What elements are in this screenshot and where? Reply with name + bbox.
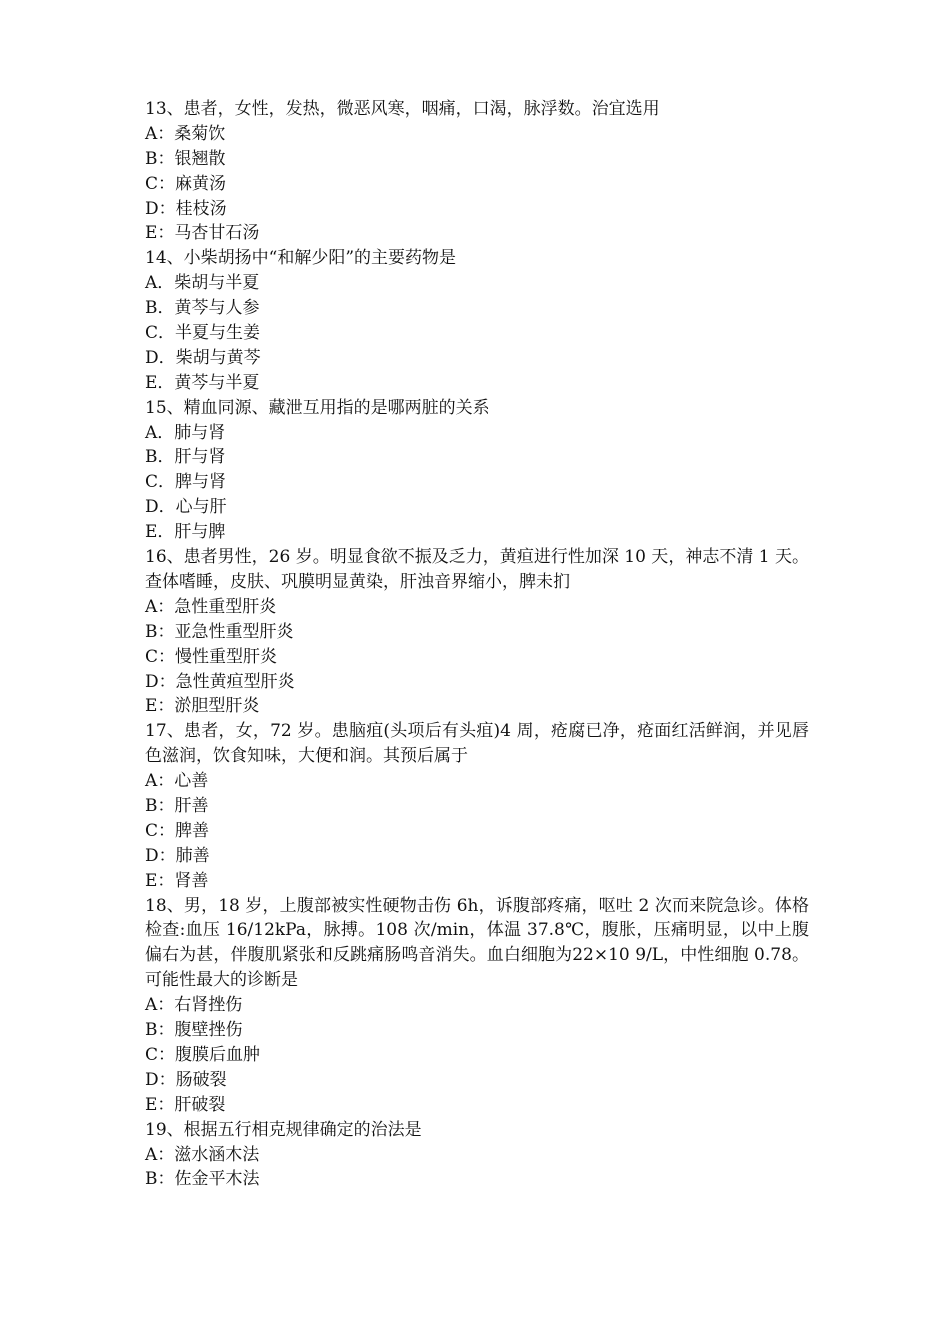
question-17	[145, 719, 809, 893]
question-stem: 14、小柴胡扬中“和解少阳”的主要药物是	[145, 248, 457, 269]
question-19	[145, 1118, 809, 1193]
question-18	[145, 894, 809, 1118]
option-e: E：马杏甘石汤	[145, 223, 260, 244]
option-e: E：肾善	[145, 870, 209, 891]
option-b: B：亚急性重型肝炎	[145, 621, 294, 642]
question-stem: 19、根据五行相克规律确定的治法是	[145, 1119, 422, 1140]
option-a: A．柴胡与半夏	[145, 273, 260, 294]
question-14	[145, 246, 809, 395]
option-a: A：急性重型肝炎	[145, 596, 277, 617]
option-d: D．柴胡与黄芩	[145, 347, 261, 368]
question-stem: 15、精血同源、藏泄互用指的是哪两脏的关系	[145, 397, 490, 418]
document-page	[145, 97, 809, 1192]
option-b: B．黄芩与人参	[145, 298, 260, 319]
question-16	[145, 545, 809, 719]
option-c: C：腹膜后血肿	[145, 1044, 261, 1065]
option-a: A：右肾挫伤	[145, 995, 243, 1016]
option-d: D：肠破裂	[145, 1069, 227, 1090]
option-d: D：急性黄疸型肝炎	[145, 671, 295, 692]
option-e: E．肝与脾	[145, 522, 226, 543]
option-d: D：肺善	[145, 845, 210, 866]
option-e: E：肝破裂	[145, 1094, 226, 1115]
option-a: A：滋水涵木法	[145, 1144, 260, 1165]
question-stem: 16、患者男性，26 岁。明显食欲不振及乏力，黄疸进行性加深 10 天，神志不清 1 天。查体嗜睡，皮肤、巩膜明显黄染，肝浊音界缩小，脾未扪	[145, 547, 809, 592]
option-c: C：脾善	[145, 820, 210, 841]
option-d: D．心与肝	[145, 497, 227, 518]
option-c: C：慢性重型肝炎	[145, 646, 278, 667]
option-a: A：心善	[145, 771, 209, 792]
option-c: C．半夏与生姜	[145, 323, 261, 344]
option-e: E．黄芩与半夏	[145, 372, 260, 393]
option-b: B：肝善	[145, 796, 209, 816]
option-b: B．肝与肾	[145, 447, 226, 468]
option-e: E：淤胆型肝炎	[145, 696, 260, 717]
option-b: B：佐金平木法	[145, 1169, 260, 1190]
question-stem: 18、男，18 岁，上腹部被实性硬物击伤 6h，诉腹部疼痛，呕吐 2 次而来院急诊。体格检查:血压 16/12kPa，脉搏。108 次/min，体温 37.8℃，腹胀，压痛明显，以中上腹偏右为甚，伴腹肌紧张和反跳痛肠鸣音消失。血白细胞为22×10 9/L，中性细胞 0.78。可能性最大的诊断是	[145, 895, 809, 991]
option-a: A：桑菊饮	[145, 123, 226, 144]
question-stem: 17、患者，女，72 岁。患脑疽(头项后有头疽)4 周，疮腐已净，疮面红活鲜润，并见唇色滋润，饮食知味，大便和润。其预后属于	[145, 721, 809, 767]
option-a: A．肺与肾	[145, 422, 226, 443]
option-d: D：桂枝汤	[145, 198, 227, 219]
option-c: C．脾与肾	[145, 472, 227, 493]
question-stem: 13、患者，女性，发热，微恶风寒，咽痛，口渴，脉浮数。治宜选用	[145, 99, 660, 119]
option-b: B：银翘散	[145, 148, 226, 169]
question-15	[145, 396, 809, 545]
option-b: B：腹壁挫伤	[145, 1020, 243, 1041]
question-13	[145, 97, 809, 246]
option-c: C：麻黄汤	[145, 173, 227, 194]
